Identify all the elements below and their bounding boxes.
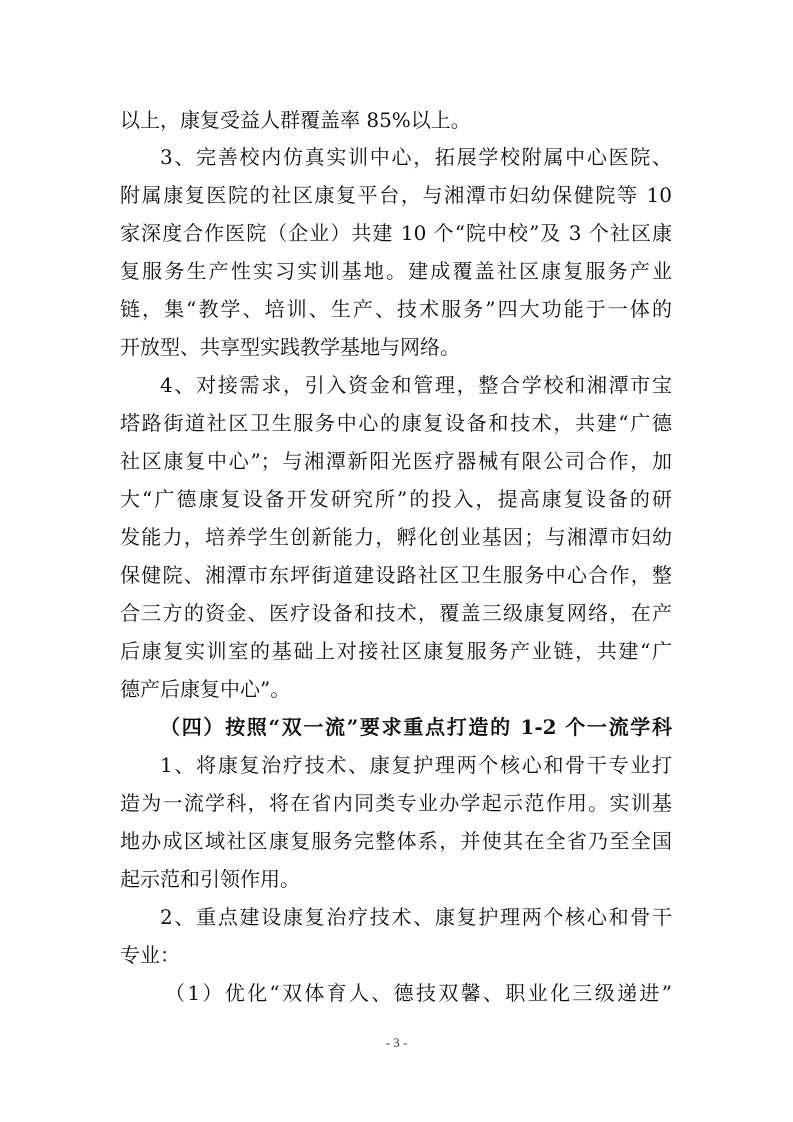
text-line-1: 以上，康复受益人群覆盖率 85%以上。 — [120, 108, 471, 132]
text-line-18: 1、将康复治疗技术、康复护理两个核心和骨干专业打 — [160, 753, 672, 777]
text-line-4: 家深度合作医院（企业）共建 10 个“院中校”及 3 个社区康 — [120, 221, 672, 245]
text-line-14: 合三方的资金、医疗设备和技术，覆盖三级康复网络，在产 — [120, 601, 672, 625]
text-line-6: 链，集“教学、培训、生产、技术服务”四大功能于一体的 — [120, 297, 672, 321]
text-line-16: 德产后康复中心”。 — [120, 677, 291, 701]
text-line-13: 保健院、湘潭市东坪街道建设路社区卫生服务中心合作，整 — [120, 563, 672, 587]
page-number: - 3 - — [385, 1035, 408, 1050]
text-line-22: 2、重点建设康复治疗技术、康复护理两个核心和骨干 — [160, 905, 672, 929]
text-line-9: 塔路街道社区卫生服务中心的康复设备和技术，共建“广德 — [120, 411, 672, 435]
text-line-24: （1）优化“双体育人、德技双馨、职业化三级递进” — [165, 981, 672, 1005]
text-line-23: 专业： — [120, 943, 180, 967]
text-line-3: 附属康复医院的社区康复平台，与湘潭市妇幼保健院等 10 — [120, 183, 672, 207]
text-line-10: 社区康复中心”；与湘潭新阳光医疗器械有限公司合作，加 — [120, 449, 672, 473]
text-line-11: 大“广德康复设备开发研究所”的投入，提高康复设备的研 — [120, 487, 672, 511]
text-line-12: 发能力，培养学生创新能力，孵化创业基因；与湘潭市妇幼 — [120, 525, 672, 549]
text-line-7: 开放型、共享型实践教学基地与网络。 — [120, 335, 460, 359]
text-line-8: 4、对接需求，引入资金和管理，整合学校和湘潭市宝 — [160, 373, 672, 397]
text-line-5: 复服务生产性实习实训基地。建成覆盖社区康复服务产业 — [120, 259, 672, 283]
text-line-20: 地办成区域社区康复服务完整体系，并使其在全省乃至全国 — [120, 829, 672, 853]
text-line-21: 起示范和引领作用。 — [120, 867, 300, 891]
text-line-15: 后康复实训室的基础上对接社区康复服务产业链，共建“广 — [120, 639, 672, 663]
text-line-2: 3、完善校内仿真实训中心，拓展学校附属中心医院、 — [160, 145, 672, 169]
text-line-19: 造为一流学科，将在省内同类专业办学起示范作用。实训基 — [120, 791, 672, 815]
section-heading: （四）按照“双一流”要求重点打造的 1-2 个一流学科 — [160, 715, 672, 739]
